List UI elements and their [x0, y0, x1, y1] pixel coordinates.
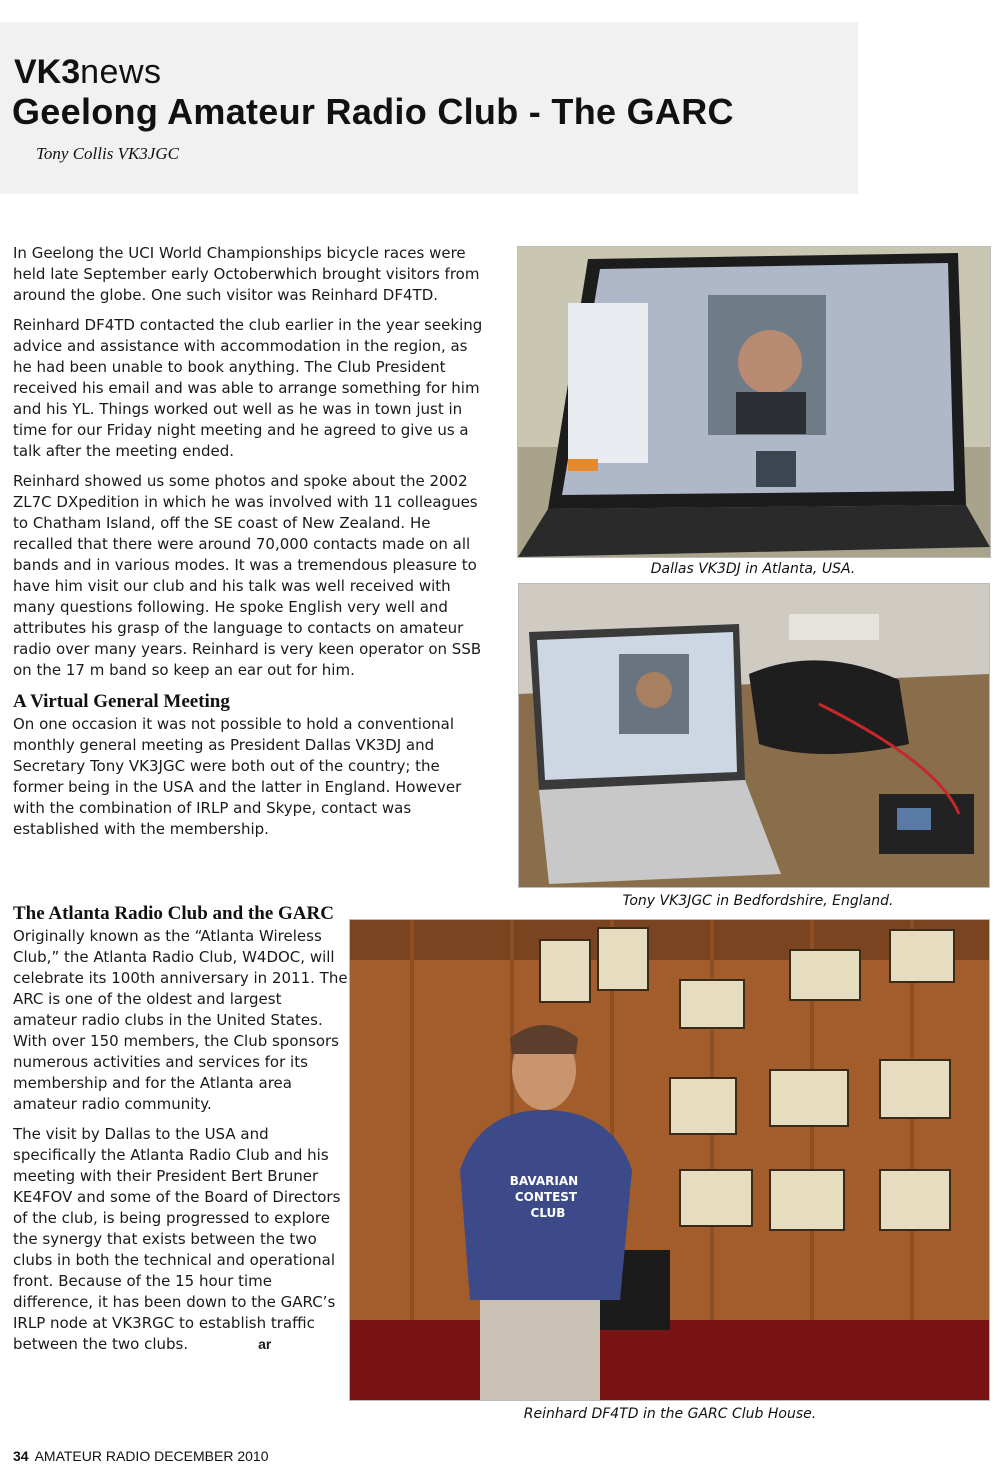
paragraph: In Geelong the UCI World Championships bicycle races were held late September early Octoberwhich brought visitors from around the globe. One such visitor was Reinhard DF4TD. — [13, 244, 480, 304]
article-column-lower — [13, 902, 348, 1355]
paragraph: Reinhard showed us some photos and spoke about the 2002 ZL7C DXpedition in which he was involved with 11 colleagues to Chatham Island, off the SE coast of New Zealand. He recalled that there were around 70,000 contacts made on all bands and in various modes. It was a tremendous pleasure to have him visit our club and his talk was well received with many questions following. He spoke English very well and attributes his grasp of the language to contacts on amateur radio over many years. Reinhard is very keen operator on SSB on the 17 m band so keep an ear out for him. — [13, 472, 482, 679]
photo-caption: Dallas VK3DJ in Atlanta, USA. — [650, 561, 856, 577]
subheading-atlanta: The Atlanta Radio Club and the GARC — [13, 903, 334, 924]
shirt-text: CLUB — [530, 1206, 566, 1220]
end-mark: ar — [258, 1336, 272, 1352]
photo-caption: Tony VK3JGC in Bedfordshire, England. — [622, 893, 894, 909]
page-number: 34 — [13, 1448, 29, 1464]
paragraph: On one occasion it was not possible to hold a conventional monthly general meeting as President Dallas VK3DJ and Secretary Tony VK3JGC were both out of the country; the former being in the USA and the latter in England. However with the combination of IRLP and Skype, contact was established with the membership. — [13, 715, 462, 838]
subheading-virtual-meeting: A Virtual General Meeting — [13, 691, 230, 712]
shirt-text: CONTEST — [514, 1190, 578, 1204]
photo-laptop-england — [518, 583, 990, 888]
publication-line: AMATEUR RADIO DECEMBER 2010 — [34, 1448, 269, 1464]
shirt-text: BAVARIAN — [509, 1174, 579, 1188]
paragraph: The visit by Dallas to the USA and specifically the Atlanta Radio Club and his meeting with their President Bert Bruner KE4FOV and some of the Board of Directors of the club, is being progressed to explore the synergy that exists between the two clubs in both the technical and operational front. Because of the 15 hour time difference, it has been down to the GARC’s IRLP node at VK3RGC to establish traffic between the two clubs. ar — [13, 1125, 341, 1353]
page-footer — [13, 1448, 268, 1464]
article-column-upper — [13, 243, 488, 849]
article-title: Geelong Amateur Radio Club - The GARC — [12, 91, 734, 132]
article-author: Tony Collis VK3JGC — [36, 144, 179, 163]
photo-laptop-atlanta-illustration — [518, 247, 990, 557]
photo-laptop-atlanta — [517, 246, 991, 558]
section-label: VK3news — [14, 53, 162, 91]
photo-laptop-england-illustration — [519, 584, 989, 887]
paragraph: Originally known as the “Atlanta Wireless Club,” the Atlanta Radio Club, W4DOC, will celebrate its 100th anniversary in 2011. The ARC is one of the oldest and largest amateur radio clubs in the United States. With over 150 members, the Club sponsors numerous activities and services for its membership and for the Atlanta area amateur radio community. — [13, 927, 348, 1113]
paragraph: Reinhard DF4TD contacted the club earlier in the year seeking advice and assistance with accommodation in the region, as he had been unable to book anything. The Club President received his email and was able to arrange something for him and his YL. Things worked out well as he was in town just in time for our Friday night meeting and he agreed to give us a talk after the meeting ended. — [13, 316, 483, 460]
photo-club-house — [349, 919, 990, 1401]
photo-caption: Reinhard DF4TD in the GARC Club House. — [523, 1406, 817, 1422]
photo-club-house-illustration — [350, 920, 989, 1400]
